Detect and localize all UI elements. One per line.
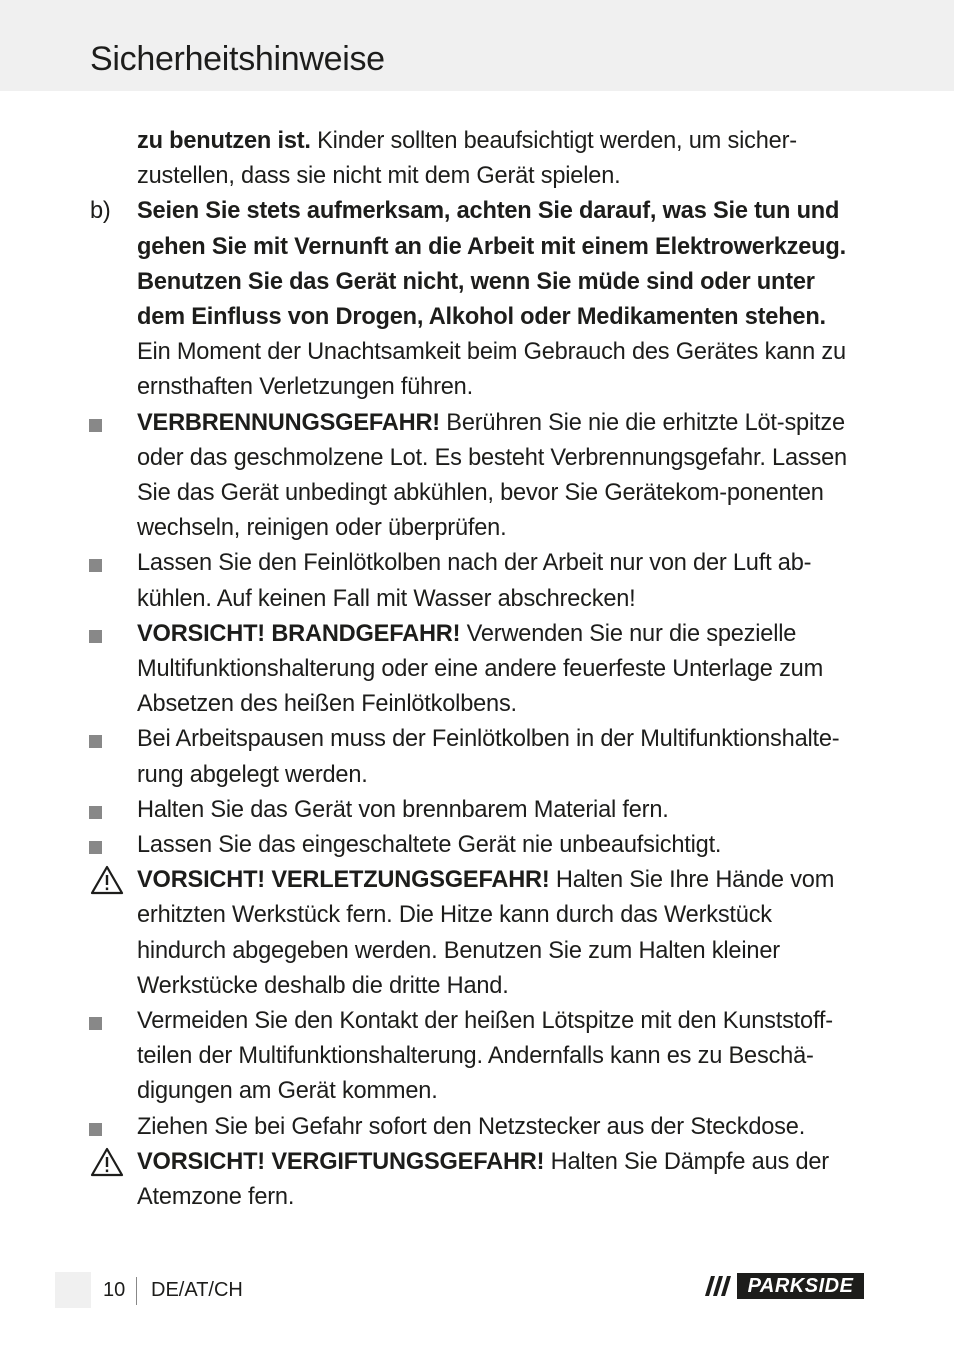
list-letter: b) xyxy=(90,198,111,225)
logo-stripes-icon xyxy=(701,1273,737,1299)
instruction-paragraph xyxy=(0,1145,865,1215)
brand-wordmark: PARKSIDE xyxy=(737,1273,864,1299)
instruction-paragraph xyxy=(0,1110,865,1145)
brand-logo xyxy=(701,1273,864,1299)
warning-triangle-icon xyxy=(90,1147,124,1177)
safety-instructions xyxy=(0,124,954,1215)
instruction-paragraph xyxy=(0,124,865,194)
bold-lead-text: VORSICHT! VERGIFTUNGSGEFAHR! xyxy=(137,1148,545,1175)
square-bullet-icon xyxy=(89,1123,102,1136)
instruction-paragraph xyxy=(0,406,865,547)
footer-divider xyxy=(136,1277,137,1305)
body-text: Halten Sie Ihre Hände vom erhitzten Werkstück fern. Die Hitze kann durch das Werkstück hindurch abgegeben werden. Benutzen Sie zum Halten kleiner Werkstücke deshalb die dritte Hand. xyxy=(137,867,835,999)
body-text: Lassen Sie den Feinlötkolben nach der Arbeit nur von der Luft ab-kühlen. Auf keinen Fall mit Wasser abschrecken! xyxy=(137,550,812,612)
square-bullet-icon xyxy=(89,806,102,819)
page-title: Sicherheitshinweise xyxy=(90,40,385,78)
page-header xyxy=(0,0,954,91)
instruction-paragraph xyxy=(0,828,865,863)
body-text: Ein Moment der Unachtsamkeit beim Gebrauch des Gerätes kann zu ernsthaften Verletzungen führen. xyxy=(137,339,846,401)
instruction-paragraph xyxy=(0,1004,865,1110)
instruction-paragraph xyxy=(0,617,865,723)
instruction-paragraph xyxy=(0,793,865,828)
body-text: Bei Arbeitspausen muss der Feinlötkolben in der Multifunktionshalte-rung abgelegt werden. xyxy=(137,726,840,788)
square-bullet-icon xyxy=(89,630,102,643)
body-text: Vermeiden Sie den Kontakt der heißen Lötspitze mit den Kunststoff-teilen der Multifunktionshalterung. Andernfalls kann es zu Beschä-digungen am Gerät kommen. xyxy=(137,1008,833,1105)
bold-lead-text: VERBRENNUNGSGEFAHR! xyxy=(137,409,440,436)
square-bullet-icon xyxy=(89,841,102,854)
body-text: Ziehen Sie bei Gefahr sofort den Netzstecker aus der Steckdose. xyxy=(137,1113,806,1140)
body-text: Berühren Sie nie die erhitzte Löt-spitze oder das geschmolzene Lot. Es besteht Verbrennungsgefahr. Lassen Sie das Gerät unbedingt abkühlen, bevor Sie Gerätekom-ponenten wechseln, reinigen oder überprüfen. xyxy=(137,409,847,542)
square-bullet-icon xyxy=(89,735,102,748)
square-bullet-icon xyxy=(89,1017,102,1030)
square-bullet-icon xyxy=(89,419,102,432)
warning-triangle-icon xyxy=(90,865,124,895)
region-label: DE/AT/CH xyxy=(151,1279,243,1301)
page-number: 10 xyxy=(103,1279,126,1301)
bold-lead-text: VORSICHT! BRANDGEFAHR! xyxy=(137,620,461,647)
body-text: Verwenden Sie nur die spezielle Multifunktionshalterung oder eine andere feuerfeste Unterlage zum Absetzen des heißen Feinlötkolbens. xyxy=(137,620,824,718)
bold-lead-text: Seien Sie stets aufmerksam, achten Sie darauf, was Sie tun und gehen Sie mit Vernunft an die Arbeit mit einem Elektrowerkzeug. Benutzen Sie das Gerät nicht, wenn Sie müde sind oder unter dem Einfluss von Drogen, Alkohol oder Medikamenten stehen. xyxy=(137,198,846,331)
instruction-paragraph xyxy=(0,722,865,792)
bold-lead-text: zu benutzen ist. xyxy=(137,128,311,154)
body-text: Kinder sollten beaufsichtigt werden, um sicher-zustellen, dass sie nicht mit dem Gerät spielen. xyxy=(137,128,797,190)
footer-box xyxy=(55,1272,91,1308)
body-text: Halten Sie das Gerät von brennbarem Material fern. xyxy=(137,796,669,823)
body-text: Halten Sie Dämpfe aus der Atemzone fern. xyxy=(137,1148,829,1211)
body-text: Lassen Sie das eingeschaltete Gerät nie unbeaufsichtigt. xyxy=(137,832,722,859)
square-bullet-icon xyxy=(89,559,102,572)
instruction-paragraph xyxy=(0,863,865,1004)
instruction-paragraph xyxy=(0,194,865,405)
instruction-paragraph xyxy=(0,546,865,616)
bold-lead-text: VORSICHT! VERLETZUNGSGEFAHR! xyxy=(137,867,550,894)
